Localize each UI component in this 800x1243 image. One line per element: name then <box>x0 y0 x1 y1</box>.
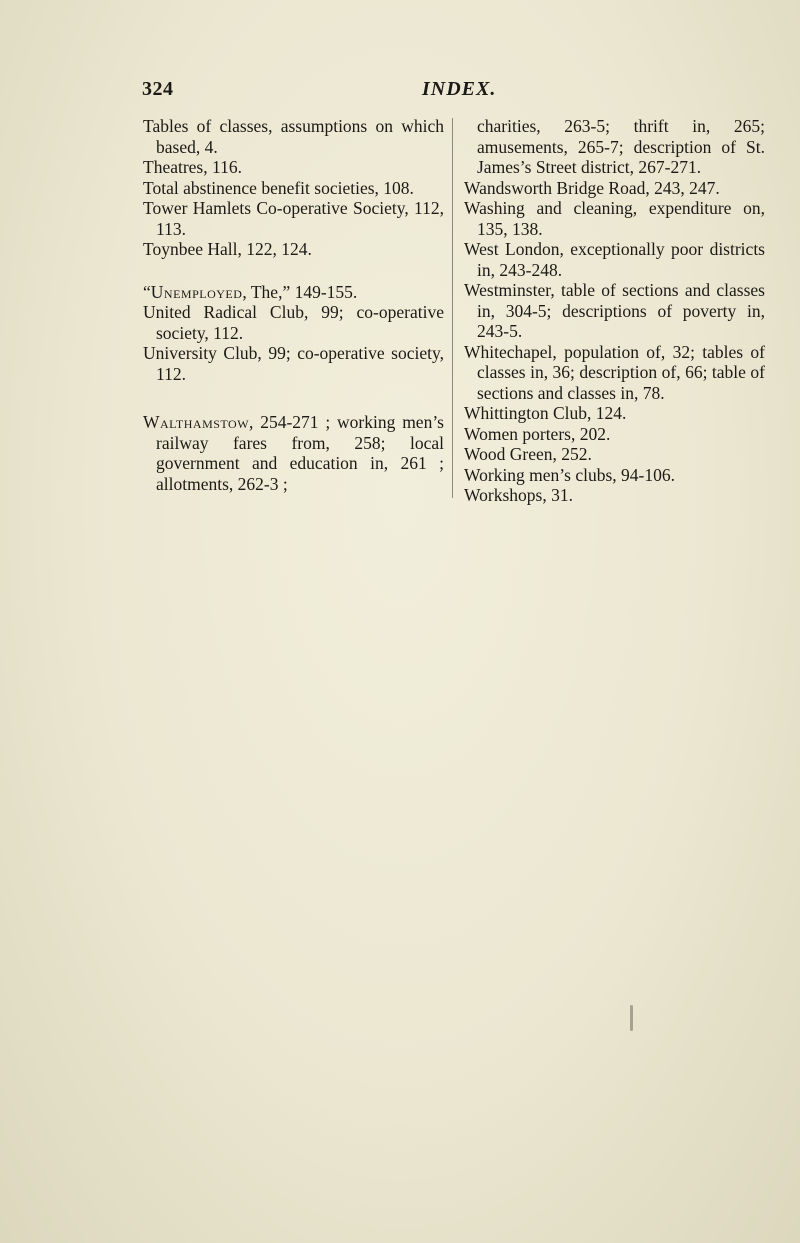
index-entry: United Radical Club, 99; co-operative society, 112. <box>143 302 444 343</box>
index-entry: Whittington Club, 124. <box>464 403 627 423</box>
index-column-left <box>143 116 444 494</box>
index-entry: Theatres, 116. <box>143 157 242 177</box>
column-divider <box>452 118 453 498</box>
index-entry: Tables of classes, assumptions on which based, 4. <box>143 116 444 157</box>
ink-smudge <box>630 1005 633 1031</box>
letter-gap <box>143 384 444 412</box>
index-entry-unemployed <box>143 282 444 303</box>
open-quote: “ <box>143 281 151 302</box>
index-entry: Toynbee Hall, 122, 124. <box>143 239 312 259</box>
index-column-right <box>464 116 765 506</box>
index-entry: Washing and cleaning, expenditure on, 135, 138. <box>464 198 765 239</box>
index-entry-walthamstow <box>143 412 444 494</box>
page-number: 324 <box>142 78 174 100</box>
entry-heading-smallcaps: Unemployed <box>150 281 243 302</box>
index-entry: Wood Green, 252. <box>464 444 592 464</box>
index-entry: Whitechapel, population of, 32; tables of classes in, 36; description of, 66; table of sections and classes in, 78. <box>464 341 765 403</box>
index-entry: Total abstinence benefit societies, 108. <box>143 177 414 198</box>
index-entry: Working men’s clubs, 94-106. <box>464 464 675 485</box>
letter-gap <box>143 260 444 282</box>
index-entry: Wandsworth Bridge Road, 243, 247. <box>464 177 720 198</box>
index-entry: Tower Hamlets Co-operative Society, 112, 113. <box>143 198 444 239</box>
index-entry-continuation: charities, 263-5; thrift in, 265; amusements, 265-7; description of St. James’s Street district, 267-271. <box>477 116 765 177</box>
index-entry: Women porters, 202. <box>464 423 611 444</box>
entry-rest: , The,” 149-155. <box>242 281 358 302</box>
index-entry: Westminster, table of sections and classes in, 304-5; descriptions of poverty in, 243-5. <box>464 280 765 341</box>
entry-rest: , 254-271 ; working men’s railway fares from, 258; local government and education in, 261 ; allotments, 262-3 ; <box>156 412 444 494</box>
index-entry: West London, exceptionally poor districts in, 243-248. <box>464 239 765 280</box>
index-entry: University Club, 99; co-operative society, 112. <box>143 343 444 384</box>
running-head: INDEX. <box>422 78 497 100</box>
index-entry: Workshops, 31. <box>464 485 573 505</box>
page-header <box>0 78 800 108</box>
entry-heading-smallcaps: Walthamstow <box>143 412 250 432</box>
